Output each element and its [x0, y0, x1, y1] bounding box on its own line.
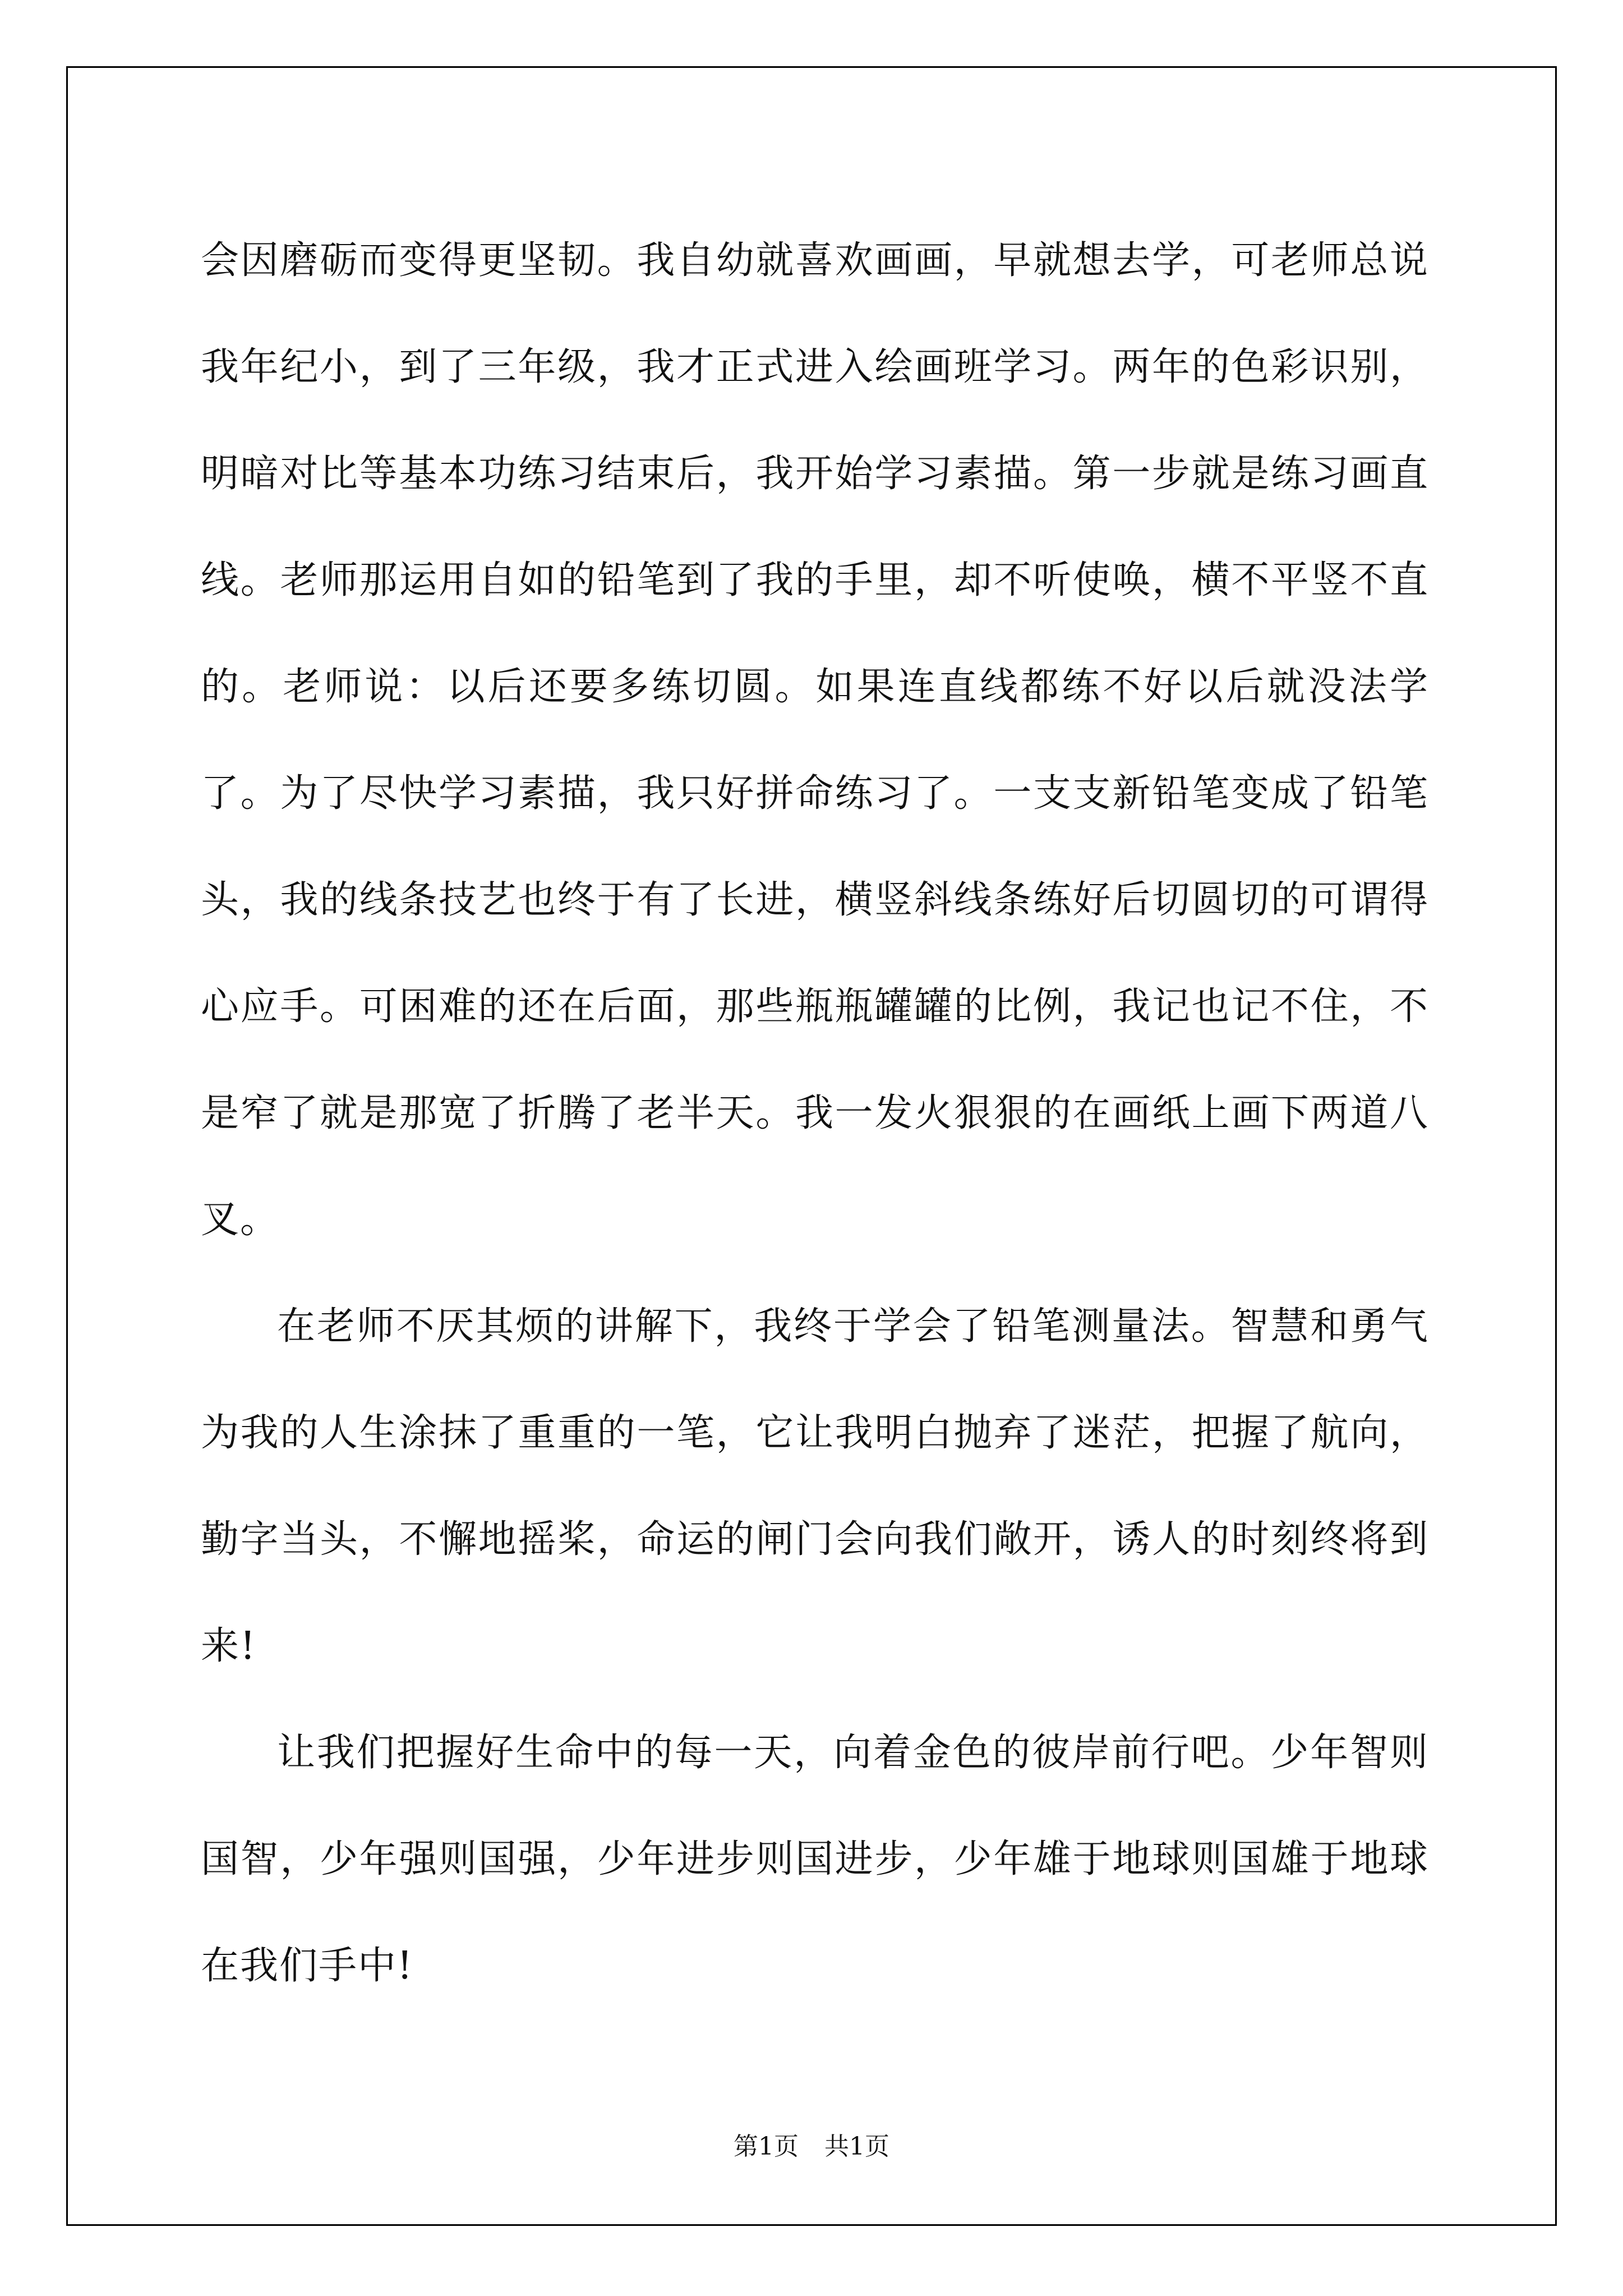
page-number-total: 共1页	[824, 2132, 889, 2161]
page-footer	[0, 2126, 1623, 2162]
paragraph: 让我们把握好生命中的每一天，向着金色的彼岸前行吧。少年智则国智，少年强则国强，少年进步则国进步，少年雄于地球则国雄于地球在我们手中!	[201, 1731, 1429, 1988]
page-number-current: 第1页	[734, 2132, 799, 2161]
paragraph: 在老师不厌其烦的讲解下，我终于学会了铅笔测量法。智慧和勇气为我的人生涂抹了重重的一笔，它让我明白抛弃了迷茫，把握了航向，勤字当头，不懈地摇桨，命运的闸门会向我们敞开，诱人的时刻终将到来!	[201, 1304, 1429, 1668]
document-body	[201, 208, 1429, 2019]
paragraph: 会因磨砺而变得更坚韧。我自幼就喜欢画画，早就想去学，可老师总说我年纪小，到了三年级，我才正式进入绘画班学习。两年的色彩识别，明暗对比等基本功练习结束后，我开始学习素描。第一步就是练习画直线。老师那运用自如的铅笔到了我的手里，却不听使唤，横不平竖不直的。老师说：以后还要多练切圆。如果连直线都练不好以后就没法学了。为了尽快学习素描，我只好拼命练习了。一支支新铅笔变成了铅笔头，我的线条技艺也终于有了长进，横竖斜线条练好后切圆切的可谓得心应手。可困难的还在后面，那些瓶瓶罐罐的比例，我记也记不住，不是窄了就是那宽了折腾了老半天。我一发火狠狠的在画纸上画下两道八叉。	[201, 238, 1429, 1242]
